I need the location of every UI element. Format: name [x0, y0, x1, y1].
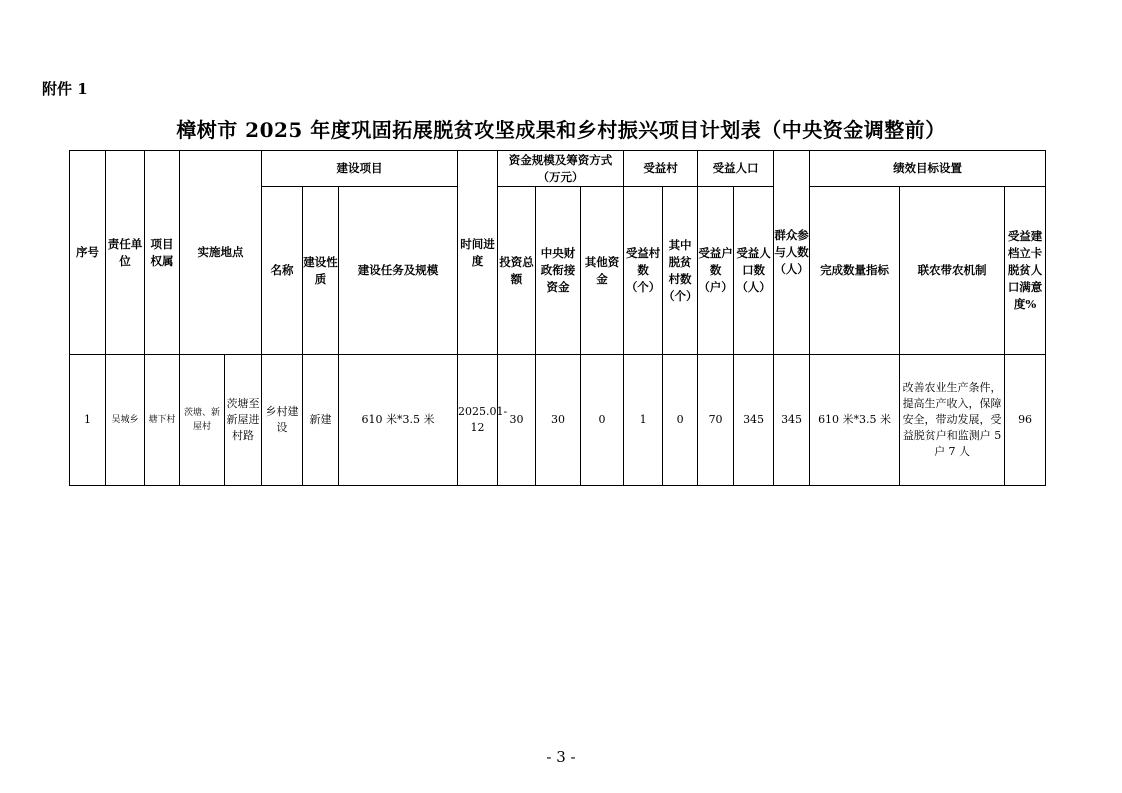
header-participants: 群众参与人数（人） — [774, 151, 810, 355]
header-construction-group: 建设项目 — [262, 151, 458, 187]
header-location: 实施地点 — [180, 151, 262, 355]
cell-unit: 吴城乡 — [106, 355, 145, 486]
header-seq: 序号 — [70, 151, 106, 355]
cell-time: 2025.01-12 — [458, 355, 498, 486]
header-total: 投资总额 — [498, 187, 536, 355]
cell-ownership: 塘下村 — [145, 355, 180, 486]
header-village-group: 受益村 — [624, 151, 698, 187]
cell-location-a: 茨塘、新屋村 — [180, 355, 225, 486]
attachment-label: 附件 1 — [42, 80, 88, 98]
cell-mechanism: 改善农业生产条件，提高生产收入，保障安全，带动发展，受益脱贫户和监测户 5 户 7 人 — [900, 355, 1005, 486]
header-ownership: 项目权属 — [145, 151, 180, 355]
cell-task: 610 米*3.5 米 — [339, 355, 458, 486]
project-plan-table — [69, 150, 1046, 486]
header-pop-group: 受益人口 — [698, 151, 774, 187]
header-time: 时间进度 — [458, 151, 498, 355]
cell-quantity: 610 米*3.5 米 — [810, 355, 900, 486]
cell-poor-village-count: 0 — [663, 355, 698, 486]
cell-seq: 1 — [70, 355, 106, 486]
cell-village-count: 1 — [624, 355, 663, 486]
header-unit: 责任单位 — [106, 151, 145, 355]
header-fund-group: 资金规模及筹资方式（万元） — [498, 151, 624, 187]
header-other: 其他资金 — [581, 187, 624, 355]
header-satisfaction: 受益建档立卡脱贫人口满意度% — [1005, 187, 1046, 355]
header-nature: 建设性质 — [303, 187, 339, 355]
table-row — [70, 355, 1046, 486]
cell-participants: 345 — [774, 355, 810, 486]
header-central: 中央财政衔接资金 — [536, 187, 581, 355]
cell-nature: 新建 — [303, 355, 339, 486]
cell-total: 30 — [498, 355, 536, 486]
header-poor-village-count: 其中脱贫村数（个） — [663, 187, 698, 355]
header-quantity: 完成数量指标 — [810, 187, 900, 355]
page-number: - 3 - — [546, 748, 576, 766]
header-perf-group: 绩效目标设置 — [810, 151, 1046, 187]
header-task: 建设任务及规模 — [339, 187, 458, 355]
header-household-count: 受益户数（户） — [698, 187, 734, 355]
cell-satisfaction: 96 — [1005, 355, 1046, 486]
cell-name: 乡村建设 — [262, 355, 303, 486]
cell-central: 30 — [536, 355, 581, 486]
header-name: 名称 — [262, 187, 303, 355]
cell-location-b: 茨塘至新屋进村路 — [225, 355, 262, 486]
cell-other: 0 — [581, 355, 624, 486]
header-village-count: 受益村数（个） — [624, 187, 663, 355]
header-mechanism: 联农带农机制 — [900, 187, 1005, 355]
cell-population-count: 345 — [734, 355, 774, 486]
header-population-count: 受益人口数（人） — [734, 187, 774, 355]
cell-household-count: 70 — [698, 355, 734, 486]
page-title: 樟树市 2025 年度巩固拓展脱贫攻坚成果和乡村振兴项目计划表（中央资金调整前） — [176, 118, 946, 142]
